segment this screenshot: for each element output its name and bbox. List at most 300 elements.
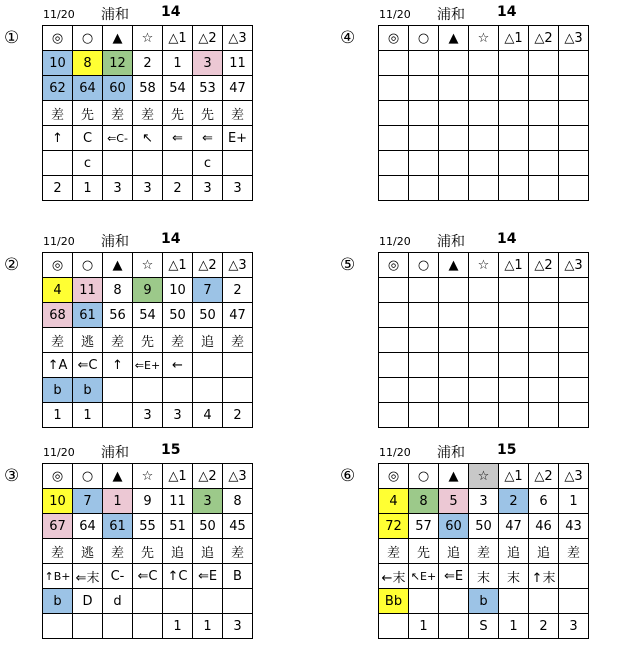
table-cell [409,76,439,101]
table-row [379,126,589,151]
mark-header-cell: △3 [559,464,589,489]
table-cell: 61 [103,514,133,539]
race-panel [0,438,300,648]
header-row [43,26,253,51]
table-cell: ⇐C [133,564,163,589]
table-row [379,564,589,589]
table-cell [529,126,559,151]
table-cell [223,589,253,614]
table-row [379,151,589,176]
table-cell: 差 [103,328,133,353]
table-row [379,303,589,328]
table-cell [469,353,499,378]
table-cell: b [73,378,103,403]
table-cell: 追 [193,539,223,564]
table-cell: 8 [223,489,253,514]
table-cell [379,353,409,378]
table-cell [559,176,589,201]
race-panel [336,0,636,210]
table-cell [559,126,589,151]
table-cell [103,378,133,403]
table-cell: b [469,589,499,614]
race-number: 14 [161,231,181,247]
table-cell [559,76,589,101]
table-row [43,126,253,151]
table-cell: 4 [379,489,409,514]
table-cell [439,303,469,328]
table-row [379,353,589,378]
table-cell [379,403,409,428]
mark-header-cell: ☆ [469,464,499,489]
table-cell: 64 [73,514,103,539]
table-cell: S [469,614,499,639]
table-row [379,403,589,428]
header-row [379,253,589,278]
table-cell: 差 [223,539,253,564]
mark-header-cell: ○ [409,26,439,51]
table-cell: 47 [223,303,253,328]
table-cell: 67 [43,514,73,539]
table-cell: 43 [559,514,589,539]
table-cell: 51 [163,514,193,539]
table-cell: 末 [469,564,499,589]
table-cell: 1 [43,403,73,428]
table-cell: 2 [43,176,73,201]
table-cell: 12 [103,51,133,76]
header-row [379,26,589,51]
table-cell: 先 [133,539,163,564]
table-cell [379,378,409,403]
table-cell [559,51,589,76]
table-cell [409,353,439,378]
table-cell [469,126,499,151]
table-cell [529,51,559,76]
table-row [379,328,589,353]
table-cell [499,278,529,303]
table-cell: C [73,126,103,151]
table-cell: 差 [469,539,499,564]
mark-header-cell: △2 [193,26,223,51]
table-cell: 2 [223,278,253,303]
mark-header-cell: ◎ [379,253,409,278]
table-row [43,378,253,403]
race-panel [336,438,636,648]
table-cell [193,378,223,403]
table-cell [223,378,253,403]
table-cell: 先 [73,101,103,126]
table-cell [43,614,73,639]
table-cell [409,51,439,76]
prediction-table [378,252,589,428]
table-cell [559,278,589,303]
mark-header-cell: ▲ [103,26,133,51]
table-cell [163,378,193,403]
table-cell: 50 [193,514,223,539]
mark-header-cell: ○ [73,253,103,278]
table-cell: ↑ [43,126,73,151]
table-cell: 8 [73,51,103,76]
table-cell [559,353,589,378]
table-cell [379,303,409,328]
table-cell [469,403,499,428]
table-cell: 50 [163,303,193,328]
table-cell: 54 [133,303,163,328]
table-cell: 3 [133,176,163,201]
table-cell [43,151,73,176]
table-cell [529,303,559,328]
table-cell: C- [103,564,133,589]
table-cell [439,328,469,353]
table-cell: 9 [133,489,163,514]
table-cell: 11 [163,489,193,514]
table-cell [439,589,469,614]
table-cell [133,589,163,614]
table-row [43,278,253,303]
table-row [379,589,589,614]
mark-header-cell: △2 [193,253,223,278]
mark-header-cell: △3 [559,253,589,278]
table-cell: 3 [193,51,223,76]
table-cell: 3 [133,403,163,428]
table-cell [379,278,409,303]
table-cell: 50 [469,514,499,539]
table-cell: 3 [163,403,193,428]
race-date: 11/20 [379,8,411,21]
table-cell: 5 [439,489,469,514]
race-panel [0,0,300,210]
table-cell [529,151,559,176]
mark-header-cell: ◎ [379,464,409,489]
mark-header-cell: ○ [73,464,103,489]
table-row [43,76,253,101]
table-cell: 2 [499,489,529,514]
table-cell: ↑A [43,353,73,378]
mark-header-cell: △3 [223,253,253,278]
table-cell [379,126,409,151]
table-cell: 1 [163,51,193,76]
table-cell [559,101,589,126]
prediction-table [378,463,589,639]
table-cell: 3 [559,614,589,639]
table-cell [103,403,133,428]
table-cell: 72 [379,514,409,539]
table-cell: 53 [193,76,223,101]
mark-header-cell: ☆ [469,253,499,278]
mark-header-cell: ☆ [133,464,163,489]
table-cell [529,328,559,353]
table-row [43,403,253,428]
mark-header-cell: △1 [163,464,193,489]
table-cell: 11 [73,278,103,303]
mark-header-cell: ◎ [379,26,409,51]
table-cell [409,589,439,614]
table-cell: 3 [223,614,253,639]
table-cell: 7 [193,278,223,303]
race-number: 15 [161,442,181,458]
table-cell [133,378,163,403]
mark-header-cell: △3 [223,464,253,489]
prediction-table [42,25,253,201]
table-row [43,151,253,176]
table-cell [73,614,103,639]
mark-header-cell: △1 [499,26,529,51]
table-cell [409,403,439,428]
table-cell: 8 [103,278,133,303]
table-cell: ⇐E [193,564,223,589]
mark-header-cell: ○ [409,464,439,489]
table-cell: 1 [163,614,193,639]
mark-header-cell: △1 [499,464,529,489]
table-cell [499,403,529,428]
table-cell: 58 [133,76,163,101]
table-cell: 60 [103,76,133,101]
mark-header-cell: ▲ [439,253,469,278]
table-cell: 先 [193,101,223,126]
mark-header-cell: △1 [163,253,193,278]
table-cell [439,151,469,176]
mark-header-cell: △1 [163,26,193,51]
table-cell [379,51,409,76]
table-cell: 逃 [73,328,103,353]
table-cell [409,278,439,303]
table-cell: 3 [193,176,223,201]
table-cell [559,378,589,403]
table-row [43,101,253,126]
table-cell: ↑末 [529,564,559,589]
mark-header-cell: ▲ [439,464,469,489]
race-date: 11/20 [43,8,75,21]
table-row [43,176,253,201]
table-cell [559,589,589,614]
table-row [379,514,589,539]
table-cell: 1 [499,614,529,639]
table-cell: ⇐ [193,126,223,151]
table-cell: 56 [103,303,133,328]
table-cell: 3 [193,489,223,514]
table-cell [499,51,529,76]
header-row [43,253,253,278]
table-row [43,564,253,589]
table-row [379,51,589,76]
header-row [379,464,589,489]
table-cell: 55 [133,514,163,539]
mark-header-cell: ○ [73,26,103,51]
table-cell: 11 [223,51,253,76]
table-cell [379,614,409,639]
table-row [43,589,253,614]
table-cell: 追 [439,539,469,564]
table-cell [193,353,223,378]
table-cell [469,101,499,126]
table-cell [163,151,193,176]
table-cell: 1 [193,614,223,639]
table-cell [499,76,529,101]
table-cell: 62 [43,76,73,101]
table-cell: 差 [223,101,253,126]
panel-number: ④ [340,28,356,48]
table-cell [409,328,439,353]
table-row [43,303,253,328]
table-cell: 1 [73,403,103,428]
table-cell: 差 [43,101,73,126]
table-row [43,353,253,378]
table-cell: 先 [163,101,193,126]
table-row [43,328,253,353]
table-cell: 追 [499,539,529,564]
race-venue: 浦和 [101,234,129,250]
table-cell [529,403,559,428]
table-cell [529,278,559,303]
table-cell [439,126,469,151]
table-cell: Bb [379,589,409,614]
table-cell: ↑B+ [43,564,73,589]
race-number: 14 [497,4,517,20]
panel-number: ① [4,28,20,48]
prediction-table [42,463,253,639]
table-cell [379,76,409,101]
table-cell [499,328,529,353]
panel-number: ⑥ [340,466,356,486]
table-cell [439,176,469,201]
table-cell: 1 [409,614,439,639]
table-cell [379,328,409,353]
table-cell [379,151,409,176]
panel-number: ③ [4,466,20,486]
table-cell [469,303,499,328]
table-cell [469,378,499,403]
table-cell: 7 [73,489,103,514]
table-row [379,378,589,403]
prediction-table [378,25,589,201]
table-cell [409,378,439,403]
mark-header-cell: △2 [193,464,223,489]
table-cell [469,176,499,201]
table-cell: 差 [379,539,409,564]
mark-header-cell: ◎ [43,26,73,51]
table-cell [439,101,469,126]
race-date: 11/20 [43,235,75,248]
table-cell: 2 [163,176,193,201]
table-row [43,514,253,539]
table-cell: 45 [223,514,253,539]
race-number: 14 [161,4,181,20]
table-cell [439,378,469,403]
table-cell [409,101,439,126]
table-cell [559,151,589,176]
table-row [43,51,253,76]
table-cell [439,614,469,639]
table-cell [133,151,163,176]
table-cell: ↖ [133,126,163,151]
mark-header-cell: ▲ [439,26,469,51]
table-cell [499,303,529,328]
panel-number: ② [4,255,20,275]
table-cell [193,589,223,614]
mark-header-cell: △2 [529,26,559,51]
table-cell [529,353,559,378]
table-cell: b [43,378,73,403]
table-cell: ⇐C- [103,126,133,151]
table-cell [409,176,439,201]
race-venue: 浦和 [101,445,129,461]
table-cell [469,328,499,353]
table-cell: 50 [193,303,223,328]
mark-header-cell: ▲ [103,464,133,489]
table-cell [439,403,469,428]
table-cell: 3 [223,176,253,201]
table-row [43,539,253,564]
race-date: 11/20 [43,446,75,459]
table-cell: 60 [439,514,469,539]
panel-number: ⑤ [340,255,356,275]
header-row [43,464,253,489]
table-cell [133,614,163,639]
table-cell: ⇐E+ [133,353,163,378]
table-cell [499,126,529,151]
table-row [379,76,589,101]
table-cell: 末 [499,564,529,589]
race-number: 15 [497,442,517,458]
table-cell: 先 [409,539,439,564]
table-cell: ←末 [379,564,409,589]
table-cell [439,51,469,76]
table-row [43,614,253,639]
table-cell [559,564,589,589]
table-cell [379,176,409,201]
table-cell: 差 [223,328,253,353]
table-cell [223,151,253,176]
table-cell: 47 [499,514,529,539]
table-cell [499,176,529,201]
table-cell [529,176,559,201]
table-cell: E+ [223,126,253,151]
table-cell: 差 [103,101,133,126]
table-cell: 追 [193,328,223,353]
prediction-table [42,252,253,428]
table-cell: ↑C [163,564,193,589]
table-cell: B [223,564,253,589]
mark-header-cell: ○ [409,253,439,278]
table-cell: 6 [529,489,559,514]
table-row [379,539,589,564]
table-cell: 8 [409,489,439,514]
table-cell: 4 [193,403,223,428]
table-cell: 10 [43,51,73,76]
table-cell: ⇐C [73,353,103,378]
table-cell: ↖E+ [409,564,439,589]
table-cell: 差 [133,101,163,126]
table-cell [439,76,469,101]
table-cell [223,353,253,378]
table-cell: 追 [529,539,559,564]
table-cell: 差 [43,539,73,564]
table-cell: 2 [133,51,163,76]
race-panel [0,227,300,437]
mark-header-cell: △3 [559,26,589,51]
table-row [379,489,589,514]
table-cell: 10 [163,278,193,303]
table-cell [469,51,499,76]
table-cell [529,76,559,101]
table-cell: b [43,589,73,614]
table-cell: ⇐ [163,126,193,151]
race-panel [336,227,636,437]
table-cell [559,403,589,428]
table-cell: 4 [43,278,73,303]
race-date: 11/20 [379,446,411,459]
mark-header-cell: ◎ [43,253,73,278]
table-cell [499,378,529,403]
